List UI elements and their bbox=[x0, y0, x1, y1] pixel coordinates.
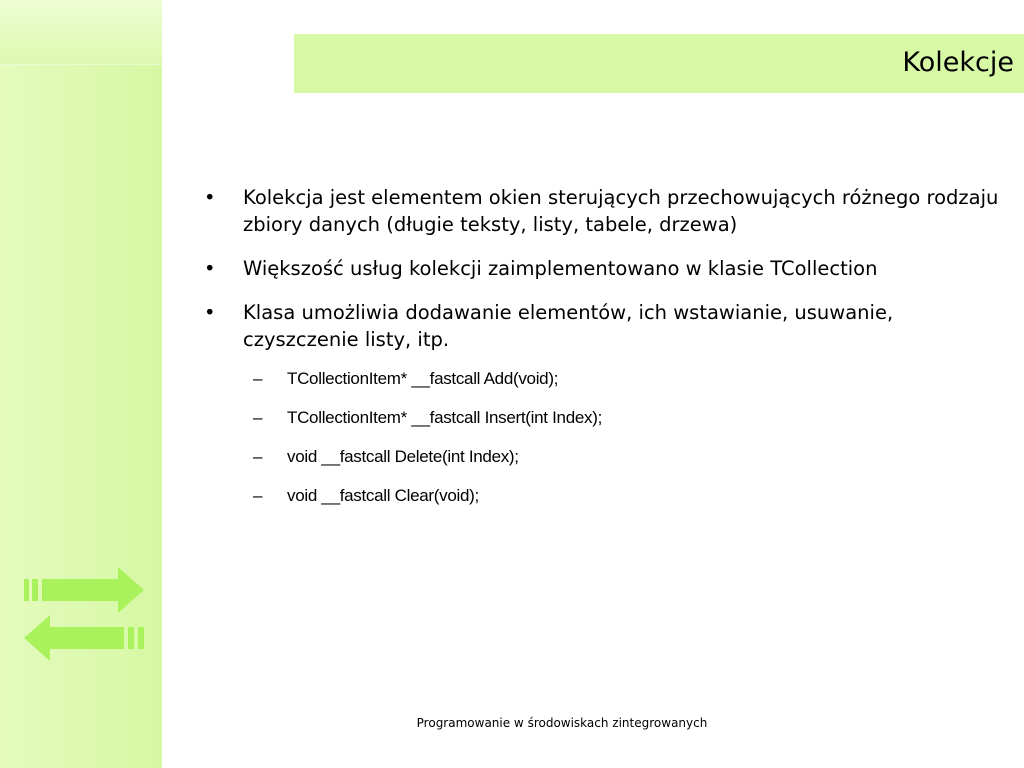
nav-arrows bbox=[22, 565, 148, 665]
dash-marker: – bbox=[253, 486, 263, 505]
sub-bullet-text: TCollectionItem* __fastcall Add(void); bbox=[287, 369, 559, 388]
dash-marker: – bbox=[253, 408, 263, 427]
sub-bullet-item bbox=[200, 445, 1010, 469]
sub-bullet-item bbox=[200, 406, 1010, 430]
slide-content bbox=[200, 184, 1010, 523]
bullet-marker: • bbox=[204, 301, 216, 324]
sub-bullet-item bbox=[200, 367, 1010, 391]
dash-marker: – bbox=[253, 369, 263, 388]
sub-bullet-item bbox=[200, 484, 1010, 508]
bullet-marker: • bbox=[204, 186, 216, 209]
arrow-left-icon[interactable] bbox=[24, 615, 144, 661]
sub-bullet-text: void __fastcall Clear(void); bbox=[287, 486, 479, 505]
bullet-text: Kolekcja jest elementem okien sterujących przechowujących różnego rodzaju zbiory danych (długie teksty, listy, tabele, drzewa) bbox=[243, 186, 999, 236]
dash-marker: – bbox=[253, 447, 263, 466]
sub-bullet-text: TCollectionItem* __fastcall Insert(int Index); bbox=[287, 408, 603, 427]
sub-bullet-text: void __fastcall Delete(int Index); bbox=[287, 447, 519, 466]
slide-footer: Programowanie w środowiskach zintegrowanych bbox=[416, 716, 708, 730]
bullet-item bbox=[200, 184, 1010, 238]
arrow-right-icon[interactable] bbox=[24, 567, 144, 613]
bullet-text: Większość usług kolekcji zaimplementowano w klasie TCollection bbox=[243, 257, 878, 280]
sidebar-header bbox=[0, 0, 162, 65]
bullet-list bbox=[200, 184, 1010, 353]
sub-bullet-list bbox=[200, 367, 1010, 508]
bullet-item bbox=[200, 255, 1010, 282]
bullet-item bbox=[200, 299, 1010, 353]
bullet-text: Klasa umożliwia dodawanie elementów, ich wstawianie, usuwanie, czyszczenie listy, itp. bbox=[243, 301, 894, 351]
bullet-marker: • bbox=[204, 257, 216, 280]
title-bar bbox=[294, 34, 1024, 93]
sidebar-panel bbox=[0, 0, 162, 768]
slide-title: Kolekcje bbox=[902, 47, 1014, 78]
